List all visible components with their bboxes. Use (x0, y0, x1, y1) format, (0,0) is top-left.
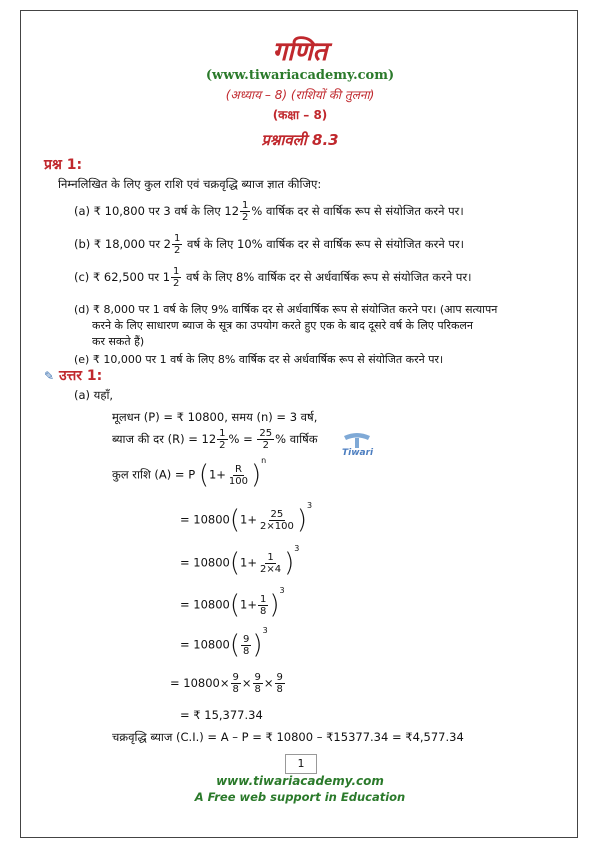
part-b-fraction (172, 233, 182, 256)
step-4: = 10800( $\frac{9}{8}$ )$^3$ (180, 626, 268, 660)
step-lhs: = 10800 (180, 637, 230, 652)
result-line: = ₹ 15,377.34 (180, 708, 263, 722)
step-lhs: = 10800 (180, 512, 230, 527)
page-number: 1 (285, 754, 317, 774)
answer-part-label: (a) यहाँ, (74, 388, 114, 402)
fraction-denominator: 2 (219, 440, 226, 451)
fraction-denominator: 2 (242, 212, 249, 223)
fraction-denominator: 2 (174, 245, 181, 256)
question-intro: निम्नलिखित के लिए कुल राशि एवं चक्रवृद्धि ब्याज ज्ञात कीजिए: (58, 177, 322, 191)
fraction-denominator: 8 (243, 645, 250, 657)
rate-fraction (257, 428, 274, 451)
tiwari-watermark-logo (340, 430, 374, 460)
fraction-numerator: 9 (276, 672, 283, 683)
fraction-denominator: 2×100 (259, 520, 294, 532)
one-plus: 1+ (240, 597, 257, 612)
fraction-denominator: 2×4 (259, 563, 282, 575)
fraction-denominator: 8 (259, 605, 267, 617)
step-2-fraction (258, 552, 283, 575)
step-5-fraction-1 (231, 672, 241, 695)
part-b-text: (b) ₹ 18,000 पर 2 (74, 237, 172, 251)
one-plus: 1+ (240, 512, 257, 527)
rate-fraction-half (217, 428, 227, 451)
pencil-icon: ✎ (44, 369, 55, 383)
fraction-numerator: 1 (173, 266, 180, 277)
watermark-text: Tiwari (342, 448, 374, 458)
question-part-d-line2: करने के लिए साधारण ब्याज के सूत्र का उपयोग करते हुए एक के बाद दूसरे वर्ष के लिए परिकलन (92, 319, 473, 332)
step-lhs: = 10800× (170, 676, 230, 690)
part-a-text-end: % वार्षिक दर से वार्षिक रूप से संयोजित करने पर। (251, 204, 464, 218)
part-a-fraction (240, 200, 250, 223)
amount-formula: कुल राशि (A) = P (1+ $\frac{R}{100}$ )$^n$ (112, 456, 267, 490)
footer-website[interactable]: www.tiwariacademy.com (216, 774, 384, 788)
fraction-denominator: 2 (262, 440, 269, 451)
website-header[interactable]: (www.tiwariacademy.com) (205, 68, 395, 83)
step-3: = 10800(1+ $\frac{1}{8}$ )$^3$ (180, 586, 285, 620)
step-4-fraction (241, 634, 251, 657)
part-a-text: (a) ₹ 10,800 पर 3 वर्ष के लिए 12 (74, 204, 240, 218)
chapter-label: (अध्याय – 8) (राशियों की तुलना) (225, 88, 375, 102)
exponent: 3 (294, 544, 300, 553)
answer-heading (44, 366, 102, 385)
one-plus: 1+ (240, 555, 257, 570)
footer-tagline: A Free web support in Education (194, 790, 406, 804)
step-lhs: = 10800 (180, 597, 230, 612)
fraction-denominator: 8 (276, 684, 283, 695)
part-c-text-end: वर्ष के लिए 8% वार्षिक दर से अर्धवार्षिक रूप से संयोजित करने पर। (186, 270, 472, 284)
fraction-numerator: 1 (219, 428, 226, 439)
exponent-n: n (261, 456, 267, 465)
fraction-numerator: 1 (267, 551, 274, 563)
step-1: = 10800(1+ $\frac{25}{2\times 100}$ )$^3$ (180, 501, 313, 535)
times-sign: × (263, 676, 274, 690)
class-label: (कक्षा – 8) (272, 108, 328, 122)
step-5 (170, 672, 286, 695)
part-c-fraction (171, 266, 181, 289)
rate-line (112, 428, 318, 451)
one-plus: 1+ (208, 467, 226, 482)
question-part-d-line1: (d) ₹ 8,000 पर 1 वर्ष के लिए 9% वार्षिक दर से अर्धवार्षिक रूप से संयोजित करने पर। (आप सत्यापन (74, 303, 498, 316)
step-5-fraction-3 (275, 672, 285, 695)
question-part-e: (e) ₹ 10,000 पर 1 वर्ष के लिए 8% वार्षिक दर से अर्धवार्षिक रूप से संयोजित करने पर। (74, 353, 444, 366)
fraction-numerator: 25 (270, 508, 284, 520)
subject-title: गणित (272, 37, 328, 67)
fraction-numerator: 9 (232, 672, 239, 683)
step-2: = 10800(1+ $\frac{1}{2\times 4}$ )$^3$ (180, 544, 300, 578)
exercise-title: प्रश्नावली 8.3 (261, 131, 339, 149)
times-sign: × (241, 676, 252, 690)
principal-line: मूलधन (P) = ₹ 10800, समय (n) = 3 वर्ष, (112, 410, 318, 424)
fraction-numerator: R (234, 463, 242, 475)
question-part-c (74, 266, 472, 289)
rate-unit: % वार्षिक (275, 432, 318, 446)
fraction-denominator: 8 (254, 684, 261, 695)
step-3-fraction (258, 594, 268, 617)
rate-equals: % = (228, 432, 253, 446)
part-c-text: (c) ₹ 62,500 पर 1 (74, 270, 171, 284)
rate-text: ब्याज की दर (R) = 12 (112, 432, 217, 446)
exponent: 3 (262, 626, 268, 635)
fraction-denominator: 100 (228, 475, 249, 487)
exponent: 3 (279, 586, 285, 595)
question-heading: प्रश्न 1: (44, 157, 83, 173)
fraction-numerator: 25 (259, 428, 273, 439)
question-part-b (74, 233, 464, 256)
fraction-numerator: 1 (174, 233, 181, 244)
fraction-numerator: 1 (259, 593, 267, 605)
question-part-d-line3: कर सकते हैं) (92, 335, 145, 348)
exponent: 3 (306, 501, 313, 510)
question-part-a (74, 200, 464, 223)
step-1-fraction (258, 509, 296, 532)
step-5-fraction-2 (253, 672, 263, 695)
part-b-text-end: वर्ष के लिए 10% वार्षिक दर से वार्षिक रूप से संयोजित करने पर। (187, 237, 464, 251)
fraction-denominator: 8 (232, 684, 239, 695)
step-lhs: = 10800 (180, 555, 230, 570)
compound-interest-line: चक्रवृद्धि ब्याज (C.I.) = A – P = ₹ 10800 – ₹15377.34 = ₹4,577.34 (112, 730, 464, 744)
fraction-numerator: 9 (254, 672, 261, 683)
answer-heading-text: उत्तर 1: (58, 368, 103, 384)
r-over-100 (227, 464, 250, 487)
fraction-numerator: 1 (242, 200, 249, 211)
fraction-numerator: 9 (243, 633, 250, 645)
amount-label: कुल राशि (A) = P (112, 467, 196, 482)
fraction-denominator: 2 (173, 278, 180, 289)
